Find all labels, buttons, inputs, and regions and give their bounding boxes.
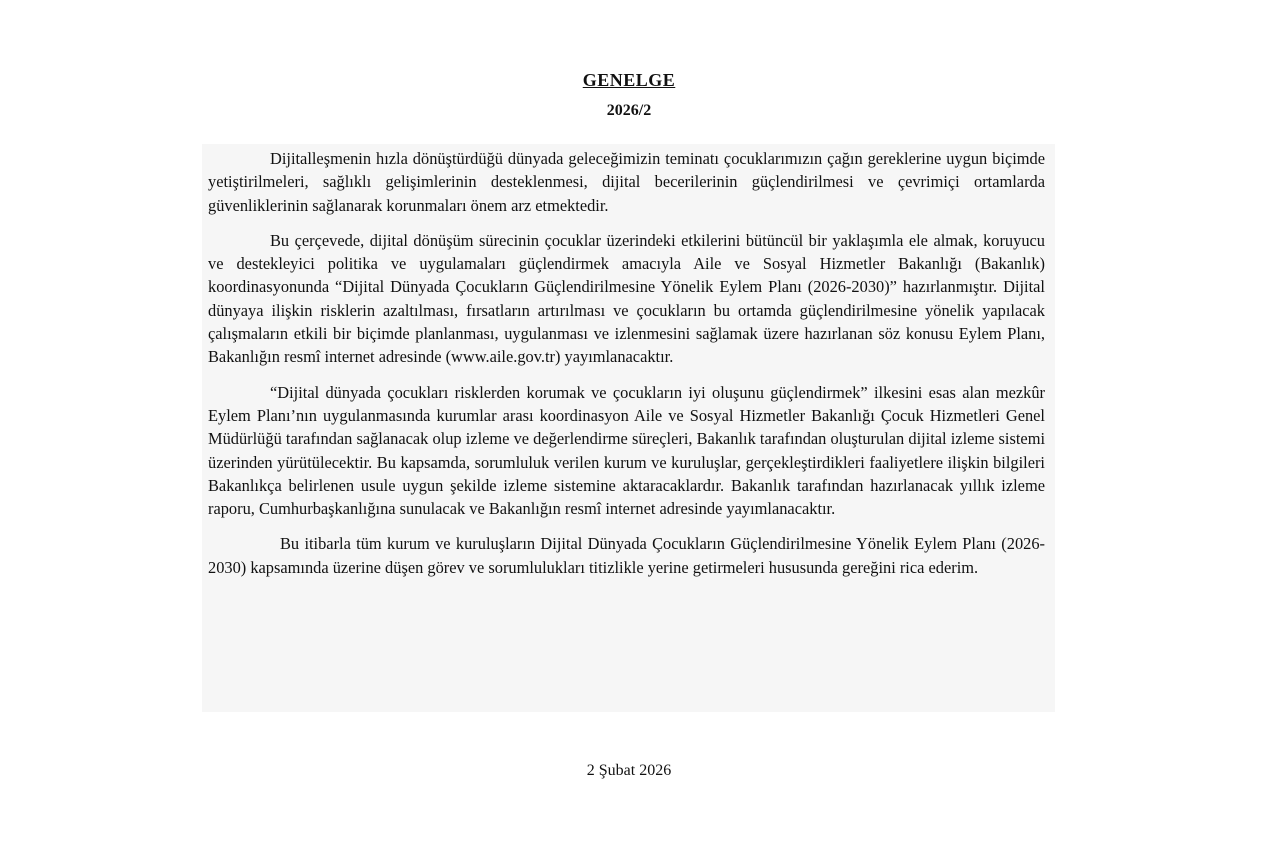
paragraph-4: Bu itibarla tüm kurum ve kuruluşların Dijital Dünyada Çocukların Güçlendirilmesine Yönelik Eylem Planı (2026-2030) kapsamında üzerine düşen görev ve sorumlulukları titizlikle yerine getirmeleri hususunda gereğini rica ederim.: [208, 534, 1045, 577]
document-title: GENELGE: [582, 70, 676, 90]
paragraph-2: Bu çerçevede, dijital dönüşüm sürecinin çocuklar üzerindeki etkilerini bütüncül bir yaklaşımla ele almak, koruyucu ve destekleyici politika ve uygulamaları güçlendirmek amacıyla Aile ve Sosyal Hizmetler Bakanlığı (Bakanlık) koordinasyonunda “Dijital Dünyada Çocukların Güçlendirilmesine Yönelik Eylem Planı (2026-2030)” hazırlanmıştır. Dijital dünyaya ilişkin risklerin azaltılması, fırsatların artırılması ve çocukların bu ortamda güçlendirilmesine yönelik yapılacak çalışmaların etkili bir biçimde planlanması, uygulanması ve izlenmesini sağlamak üzere hazırlanan söz konusu Eylem Planı, Bakanlığın resmî internet adresinde (www.aile.gov.tr) yayımlanacaktır.: [208, 230, 1045, 367]
paragraph-1: Dijitalleşmenin hızla dönüştürdüğü dünyada geleceğimizin teminatı çocuklarımızın çağın gereklerine uygun biçimde yetiştirilmeleri, sağlıklı gelişimlerinin desteklenmesi, dijital becerilerinin güçlendirilmesi ve çevrimiçi ortamlarda güvenliklerinin sağlanarak korunmaları önem arz etmektedir.: [208, 149, 1045, 215]
paragraph-3: “Dijital dünyada çocukları risklerden korumak ve çocukların iyi oluşunu güçlendirmek” ilkesini esas alan mezkûr Eylem Planı’nın uygulanmasında kurumlar arası koordinasyon Aile ve Sosyal Hizmetler Bakanlığı Çocuk Hizmetleri Genel Müdürlüğü tarafından sağlanacak olup izleme ve değerlendirme süreçleri, Bakanlık tarafından oluşturulan dijital izleme sistemi üzerinden yürütülecektir. Bu kapsamda, sorumluluk verilen kurum ve kuruluşlar, gerçekleştirdikleri faaliyetlere ilişkin bilgileri Bakanlıkça belirlenen usule uygun şekilde izleme sistemine aktaracaklardır. Bakanlık tarafından hazırlanacak yıllık izleme raporu, Cumhurbaşkanlığına sunulacak ve Bakanlığın resmî internet adresinde yayımlanacaktır.: [208, 382, 1045, 519]
document-body: [202, 144, 1055, 712]
document-number: 2026/2: [606, 102, 652, 119]
document-date: 2 Şubat 2026: [586, 762, 672, 779]
